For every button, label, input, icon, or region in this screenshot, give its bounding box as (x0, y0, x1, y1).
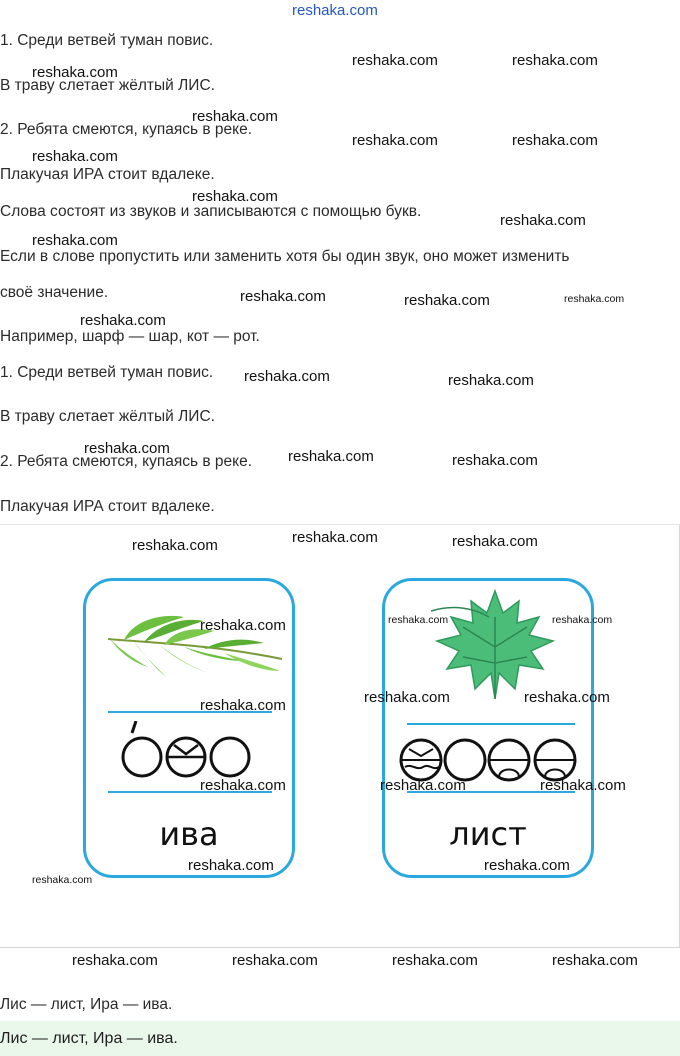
watermark: reshaka.com (200, 777, 286, 794)
watermark: reshaka.com (512, 52, 598, 69)
watermark: reshaka.com (404, 292, 490, 309)
text-line-10: В траву слетает жёлтый ЛИС. (0, 408, 215, 425)
watermark: reshaka.com (32, 64, 118, 81)
text-line-3: 2. Ребята смеются, купаясь в реке. (0, 121, 253, 138)
watermark: reshaka.com (452, 452, 538, 469)
watermark: reshaka.com (192, 188, 278, 205)
watermark: reshaka.com (352, 132, 438, 149)
text-line-7: своё значение. (0, 284, 109, 301)
watermark: reshaka.com (552, 614, 613, 626)
watermark: reshaka.com (244, 368, 330, 385)
watermark: reshaka.com (512, 132, 598, 149)
watermark: reshaka.com (388, 614, 449, 626)
text-line-9: 1. Среди ветвей туман повис. (0, 364, 214, 381)
watermark: reshaka.com (240, 288, 326, 305)
watermark: reshaka.com (288, 448, 374, 465)
watermark: reshaka.com (380, 777, 466, 794)
watermark: reshaka.com (364, 689, 450, 706)
watermark: reshaka.com (448, 372, 534, 389)
watermark: reshaka.com (188, 857, 274, 874)
text-line-12: Плакучая ИРА стоит вдалеке. (0, 498, 215, 515)
illustration-figure (0, 524, 680, 948)
watermark: reshaka.com (392, 952, 478, 969)
watermark: reshaka.com (192, 108, 278, 125)
watermark: reshaka.com (132, 537, 218, 554)
text-line-2: В траву слетает жёлтый ЛИС. (0, 77, 215, 94)
watermark: reshaka.com (32, 232, 118, 249)
watermark: reshaka.com (452, 533, 538, 550)
text-line-5: Слова состоят из звуков и записываются с помощью букв. (0, 203, 422, 220)
watermark: reshaka.com (524, 689, 610, 706)
watermark: reshaka.com (540, 777, 626, 794)
watermark: reshaka.com (72, 952, 158, 969)
watermark: reshaka.com (352, 52, 438, 69)
watermark: reshaka.com (84, 440, 170, 457)
answer-highlight-text: Лис — лист, Ира — ива. (0, 1030, 178, 1047)
watermark: reshaka.com (484, 857, 570, 874)
watermark: reshaka.com (200, 617, 286, 634)
watermark: reshaka.com (200, 697, 286, 714)
answer-highlight-bar (0, 1021, 680, 1056)
text-line-4: Плакучая ИРА стоит вдалеке. (0, 166, 215, 183)
answer-text: Лис — лист, Ира — ива. (0, 996, 173, 1013)
sound-scheme-iva (120, 721, 260, 779)
watermark: reshaka.com (552, 952, 638, 969)
text-line-1: 1. Среди ветвей туман повис. (0, 32, 214, 49)
watermark: reshaka.com (292, 529, 378, 546)
text-line-11: 2. Ребята смеются, купаясь в реке. (0, 453, 253, 470)
text-line-8: Например, шарф — шар, кот — рот. (0, 328, 260, 345)
watermark: reshaka.com (232, 952, 318, 969)
watermark-top[interactable]: reshaka.com (292, 2, 378, 19)
word-list: лист (449, 815, 527, 853)
watermark: reshaka.com (32, 874, 93, 886)
divider-line (407, 723, 575, 725)
watermark: reshaka.com (32, 148, 118, 165)
text-line-6: Если в слове пропустить или заменить хотя бы один звук, оно может изменить (0, 248, 570, 265)
watermark: reshaka.com (500, 212, 586, 229)
word-iva: ива (159, 815, 219, 853)
watermark: reshaka.com (80, 312, 166, 329)
watermark: reshaka.com (564, 293, 625, 305)
